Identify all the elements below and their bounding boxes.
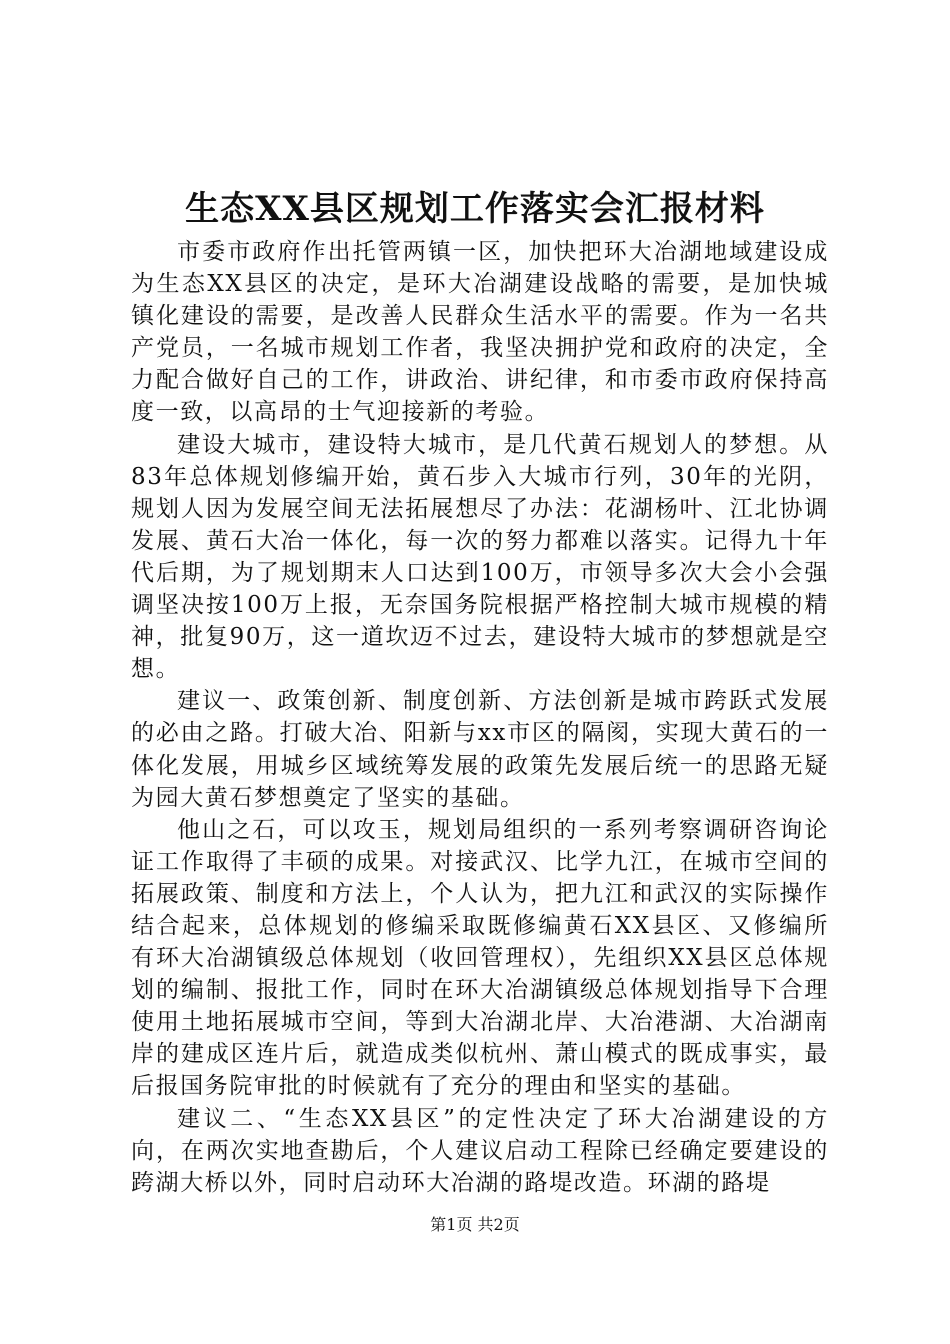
paragraph-1: 市委市政府作出托管两镇一区，加快把环大冶湖地域建设成为生态XX县区的决定，是环大冶湖建设战略的需要，是加快城镇化建设的需要，是改善人民群众生活水平的需要。作为一名共产党员，一名城市规划工作者，我坚决拥护党和政府的决定，全力配合做好自己的工作，讲政治、讲纪律，和市委市政府保持高度一致，以高昂的士气迎接新的考验。	[131, 239, 829, 426]
paragraph-5: 建议二、“生态XX县区”的定性决定了环大冶湖建设的方向，在两次实地查勘后，个人建议启动工程除已经确定要建设的跨湖大桥以外，同时启动环大冶湖的路堤改造。环湖的路堤	[131, 1105, 829, 1196]
paragraph-4: 他山之石，可以攻玉，规划局组织的一系列考察调研咨询论证工作取得了丰硕的成果。对接武汉、比学九江，在城市空间的拓展政策、制度和方法上，个人认为，把九江和武汉的实际操作结合起来，总体规划的修编采取既修编黄石XX县区、又修编所有环大冶湖镇级总体规划（收回管理权），先组织XX县区总体规划的编制、报批工作，同时在环大冶湖镇级总体规划指导下合理使用土地拓展城市空间，等到大冶湖北岸、大冶港湖、大冶湖南岸的建成区连片后，就造成类似杭州、萧山模式的既成事实，最后报国务院审批的时候就有了充分的理由和坚实的基础。	[131, 816, 829, 1100]
page-number-footer: 第1页 共2页	[430, 1215, 520, 1234]
document-body	[131, 236, 829, 1199]
document-title: 生态XX县区规划工作落实会汇报材料	[185, 189, 765, 229]
paragraph-2: 建设大城市，建设特大城市，是几代黄石规划人的梦想。从83年总体规划修编开始，黄石步入大城市行列，30年的光阴，规划人因为发展空间无法拓展想尽了办法：花湖杨叶、江北协调发展、黄石大冶一体化，每一次的努力都难以落实。记得九十年代后期，为了规划期末人口达到100万，市领导多次大会小会强调坚决按100万上报，无奈国务院根据严格控制大城市规模的精神，批复90万，这一道坎迈不过去，建设特大城市的梦想就是空想。	[131, 431, 829, 683]
paragraph-3: 建议一、政策创新、制度创新、方法创新是城市跨跃式发展的必由之路。打破大冶、阳新与xx市区的隔阂，实现大黄石的一体化发展，用城乡区域统筹发展的政策先发展后统一的思路无疑为园大黄石梦想奠定了坚实的基础。	[131, 688, 829, 811]
